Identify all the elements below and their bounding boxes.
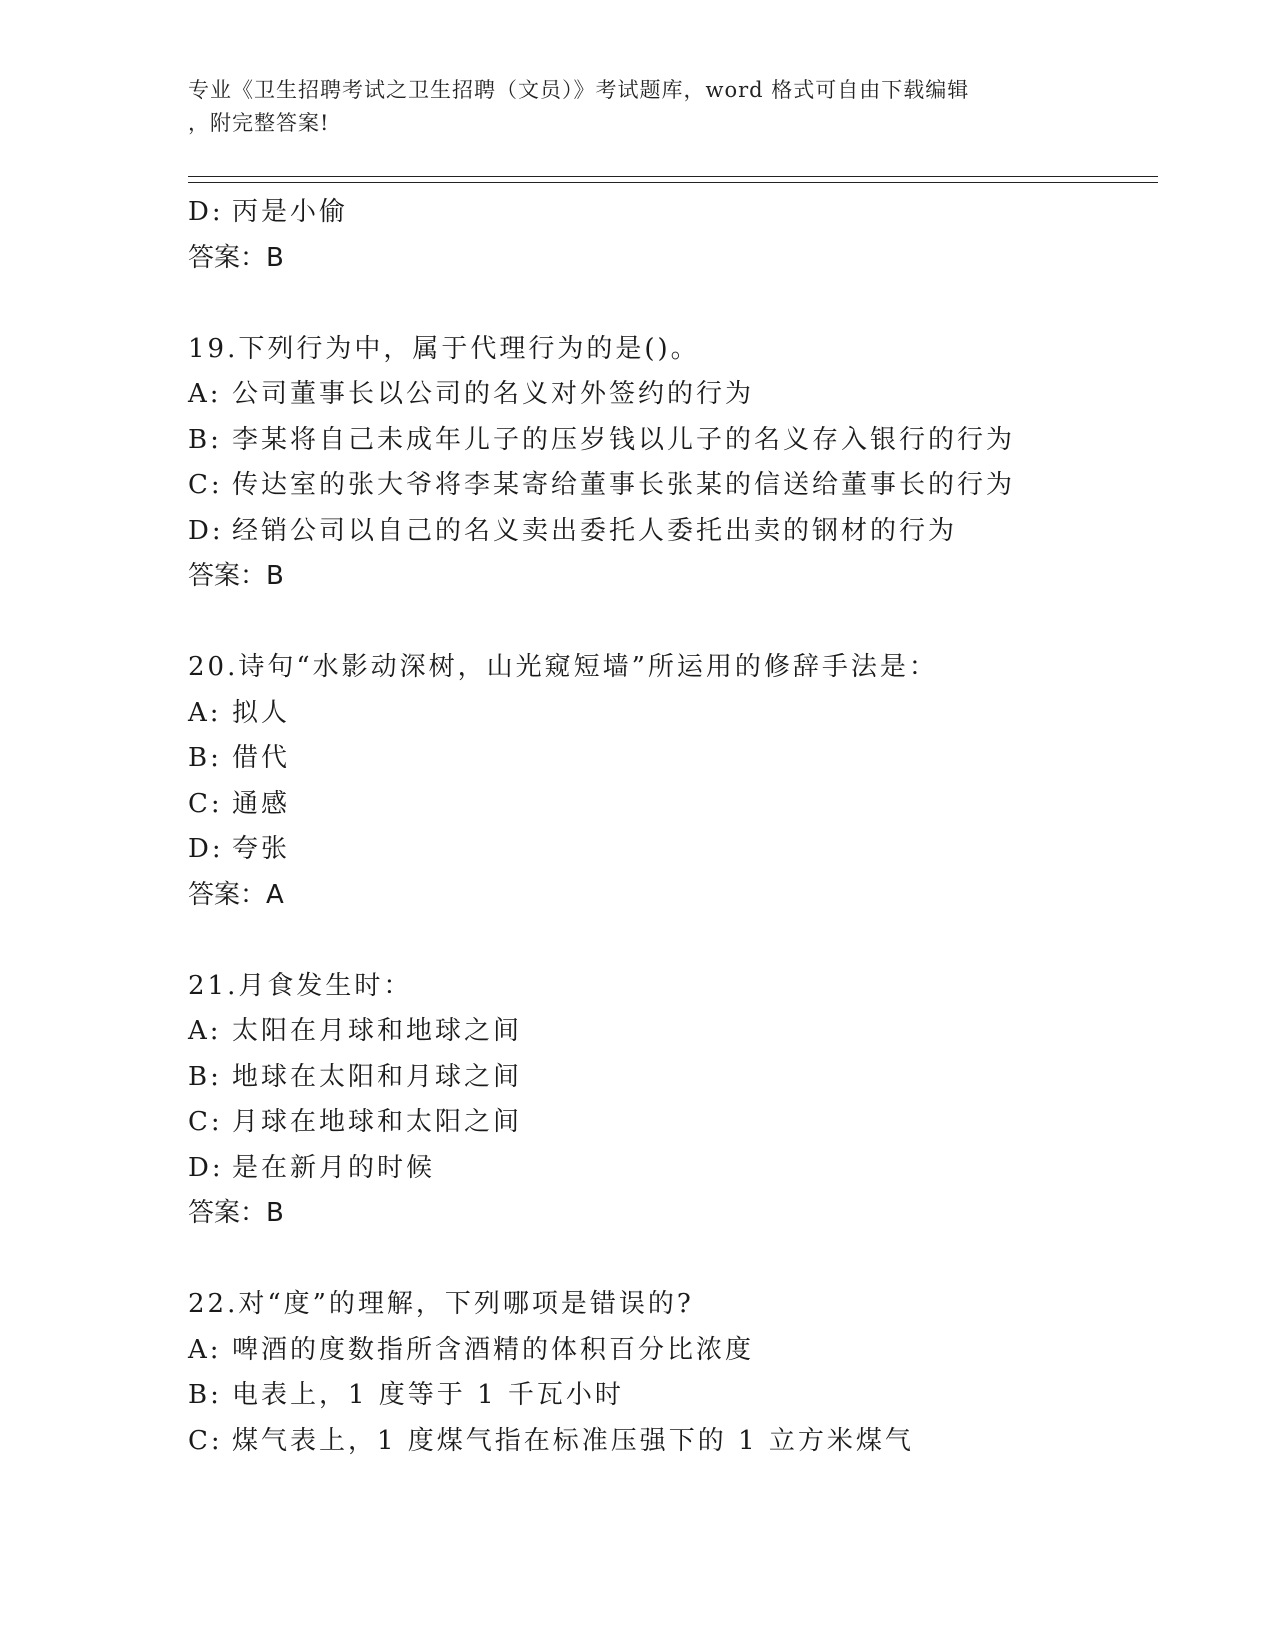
option-row xyxy=(188,782,1168,828)
option-row xyxy=(188,463,1168,509)
option-label: D: xyxy=(188,834,224,864)
option-text: 丙是小偷 xyxy=(232,197,349,227)
option-row xyxy=(188,509,1168,555)
option-label: C: xyxy=(188,788,223,819)
option-text: 地球在太阳和月球之间 xyxy=(232,1061,523,1092)
option-row xyxy=(188,1146,1168,1192)
answer-line: 答案：A xyxy=(188,879,284,910)
option-text: 借代 xyxy=(232,743,291,773)
option-text: 煤气表上，1 度煤气指在标准压强下的 1 立方米煤气 xyxy=(232,1425,914,1456)
option-row xyxy=(188,736,1168,782)
option-label: B: xyxy=(188,1380,222,1410)
option-label: D: xyxy=(188,197,224,227)
option-label: D: xyxy=(188,1152,224,1183)
option-text: 月球在地球和太阳之间 xyxy=(232,1107,523,1137)
spacer xyxy=(188,281,1168,327)
option-row xyxy=(188,372,1168,418)
option-label: B: xyxy=(188,743,222,773)
option-label: C: xyxy=(188,1107,223,1137)
question-stem: 21.月食发生时： xyxy=(188,970,413,1001)
option-label: A: xyxy=(188,1334,222,1365)
answer-line: 答案：B xyxy=(188,242,284,273)
option-row xyxy=(188,418,1168,464)
option-row xyxy=(188,190,1168,236)
option-label: A: xyxy=(188,1016,222,1046)
option-row xyxy=(188,1055,1168,1101)
answer-line: 答案：B xyxy=(188,1198,284,1228)
option-label: C: xyxy=(188,1425,223,1456)
option-text: 经销公司以自己的名义卖出委托人委托出卖的钢材的行为 xyxy=(232,515,958,546)
option-row xyxy=(188,1009,1168,1055)
header-line-1: 专业《卫生招聘考试之卫生招聘（文员）》考试题库，word 格式可自由下载编辑 xyxy=(188,78,970,102)
option-label: B: xyxy=(188,424,222,455)
option-text: 啤酒的度数指所含酒精的体积百分比浓度 xyxy=(232,1334,755,1365)
spacer xyxy=(188,918,1168,964)
option-text: 是在新月的时候 xyxy=(232,1152,436,1183)
option-label: D: xyxy=(188,515,224,546)
option-row xyxy=(188,1373,1168,1419)
option-row xyxy=(188,1328,1168,1374)
page-header xyxy=(188,74,1088,140)
question-stem: 19.下列行为中，属于代理行为的是()。 xyxy=(188,333,700,364)
option-text: 太阳在月球和地球之间 xyxy=(232,1016,523,1046)
option-row xyxy=(188,691,1168,737)
header-divider-top xyxy=(188,176,1158,177)
option-row xyxy=(188,1100,1168,1146)
option-label: A: xyxy=(188,379,222,409)
spacer xyxy=(188,1237,1168,1283)
option-row xyxy=(188,827,1168,873)
option-text: 夸张 xyxy=(232,834,291,864)
option-text: 公司董事长以公司的名义对外签约的行为 xyxy=(232,379,755,409)
header-divider-bottom xyxy=(188,182,1158,183)
option-label: C: xyxy=(188,470,223,500)
question-stem: 20.诗句“水影动深树，山光窥短墙”所运用的修辞手法是： xyxy=(188,652,938,682)
option-text: 传达室的张大爷将李某寄给董事长张某的信送给董事长的行为 xyxy=(232,470,1016,500)
option-row xyxy=(188,1419,1168,1465)
header-line-2: ，附完整答案! xyxy=(188,111,330,135)
answer-line: 答案：B xyxy=(188,561,284,591)
option-text: 李某将自己未成年儿子的压岁钱以儿子的名义存入银行的行为 xyxy=(232,424,1016,455)
question-list xyxy=(188,190,1168,1464)
option-label: A: xyxy=(188,697,222,728)
option-label: B: xyxy=(188,1061,222,1092)
option-text: 电表上，1 度等于 1 千瓦小时 xyxy=(232,1380,624,1410)
option-text: 通感 xyxy=(232,788,291,819)
question-stem: 22.对“度”的理解，下列哪项是错误的? xyxy=(188,1289,694,1319)
option-text: 拟人 xyxy=(232,697,291,728)
spacer xyxy=(188,600,1168,646)
